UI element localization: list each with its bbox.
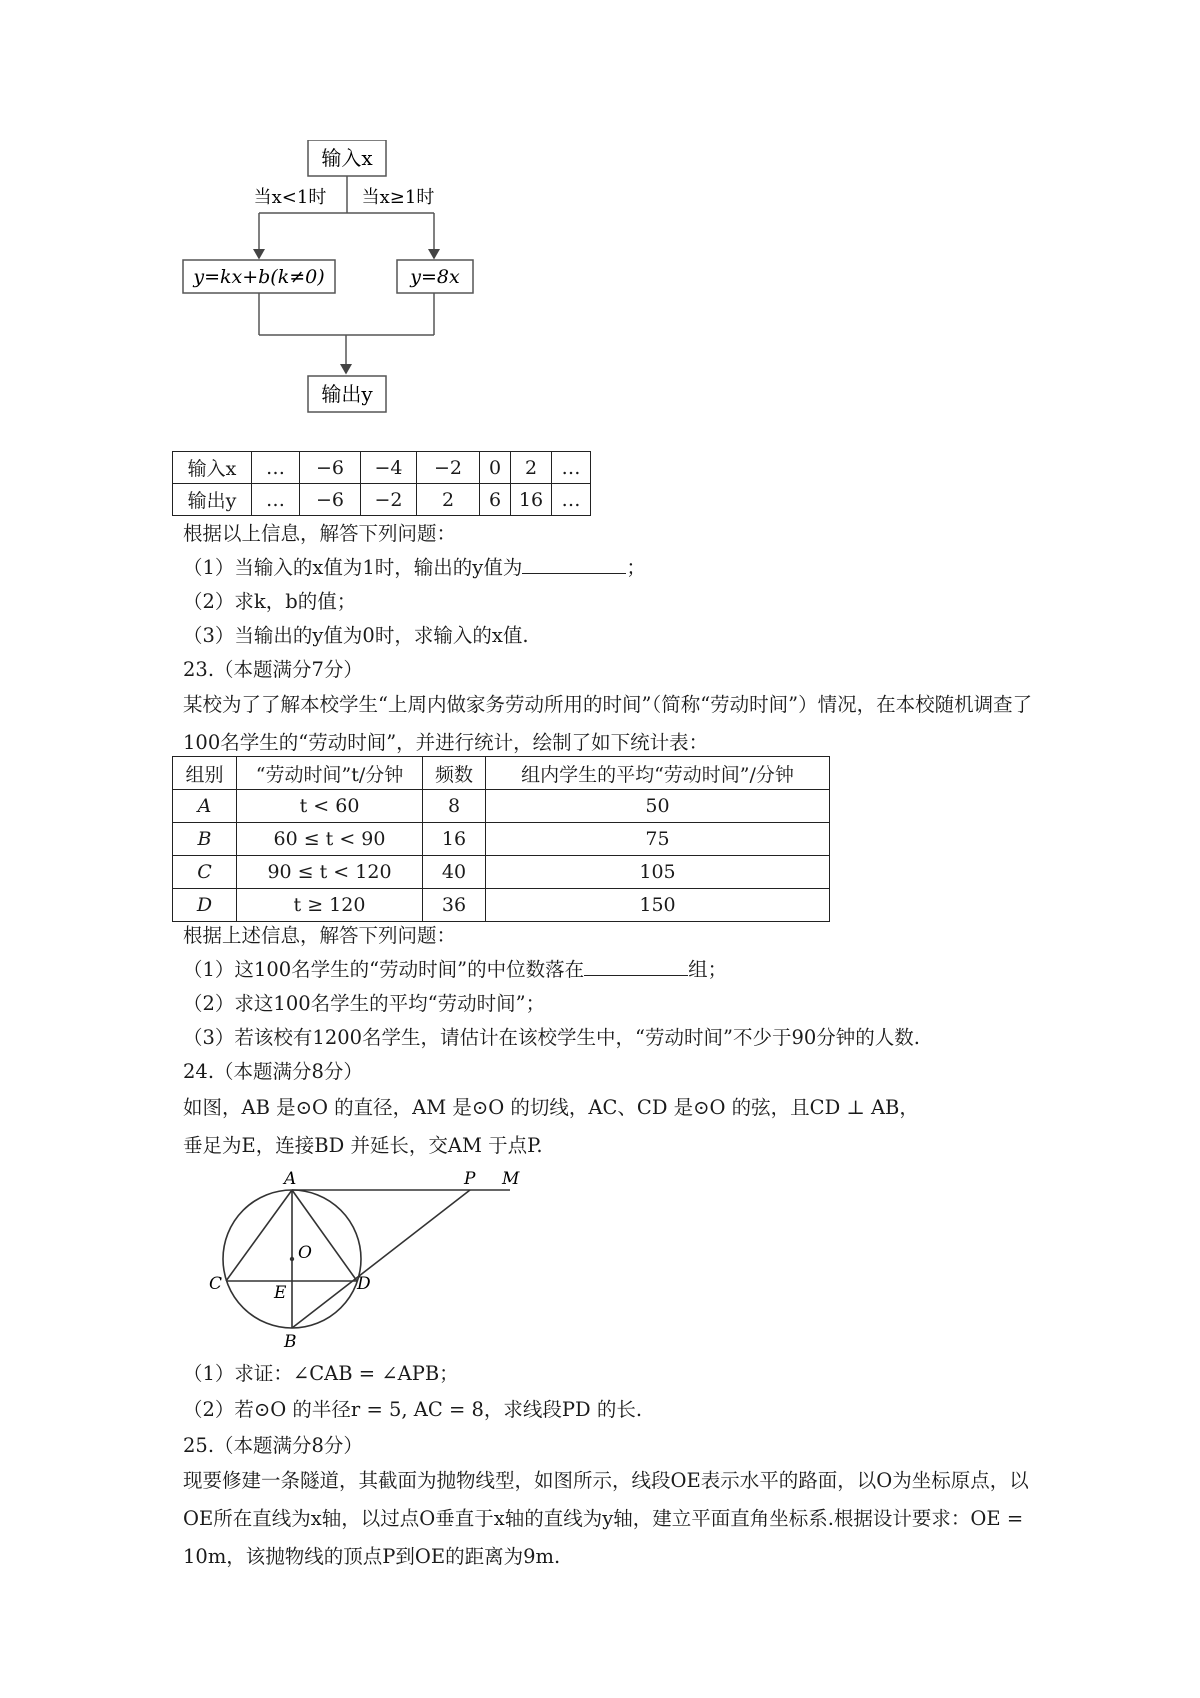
table-cell: 2: [511, 452, 552, 484]
q24-heading: 24.（本题满分8分）: [183, 1060, 363, 1083]
stats-table: [172, 756, 830, 922]
label-a: A: [284, 1170, 297, 1189]
table-header-row: [173, 757, 830, 790]
table-cell: 50: [486, 790, 830, 823]
table-cell: t < 60: [237, 790, 423, 823]
flow-input-label: 输入x: [321, 146, 373, 170]
q22-part1-end: ；: [626, 556, 646, 579]
table-cell: −6: [300, 452, 361, 484]
circle-figure: [200, 1170, 540, 1350]
table-cell: D: [173, 889, 237, 922]
table-cell: −4: [361, 452, 417, 484]
q23-part1: [183, 956, 727, 984]
label-e: E: [274, 1283, 287, 1303]
table-header-cell: “劳动时间”t/分钟: [237, 757, 423, 790]
table-cell: 90 ≤ t < 120: [237, 856, 423, 889]
table-cell: 6: [480, 484, 511, 516]
q22-intro: 根据以上信息，解答下列问题：: [183, 522, 457, 545]
flowchart: [180, 140, 560, 450]
flow-output-label: 输出y: [321, 382, 373, 406]
q23-text: 某校为了了解本校学生“上周内做家务劳动所用的时间”（简称“劳动时间”）情况，在本校随机调查了100名学生的“劳动时间”，并进行统计，绘制了如下统计表：: [183, 693, 1033, 754]
q23-part2: （2）求这100名学生的平均“劳动时间”；: [183, 992, 546, 1015]
table-header-cell: 频数: [423, 757, 486, 790]
flow-branch-right: 当x≥1时: [361, 187, 435, 208]
q23-heading: 23.（本题满分7分）: [183, 658, 363, 681]
table-cell: 60 ≤ t < 90: [237, 823, 423, 856]
table-cell: 150: [486, 889, 830, 922]
table-cell: 0: [480, 452, 511, 484]
table-row: [173, 823, 830, 856]
label-o: O: [298, 1243, 312, 1263]
table-cell: 75: [486, 823, 830, 856]
center-point: [290, 1257, 294, 1261]
table-cell: 40: [423, 856, 486, 889]
q25-text: 现要修建一条隧道，其截面为抛物线型，如图所示，线段OE表示水平的路面，以O为坐标原点，以OE所在直线为x轴，以过点O垂直于x轴的直线为y轴，建立平面直角坐标系.根据设计要求：OE = 10m，该抛物线的顶点P到OE的距离为9m.: [183, 1469, 1029, 1568]
q22-part1-text: （1）当输入的x值为1时，输出的y值为: [183, 556, 523, 579]
line-bp: [292, 1190, 470, 1328]
q23-part1-end: 组；: [688, 958, 728, 981]
answer-blank: [584, 975, 688, 976]
table-cell: 16: [511, 484, 552, 516]
table-cell: C: [173, 856, 237, 889]
table-cell: −2: [417, 452, 480, 484]
line-ad: [292, 1190, 357, 1281]
table-cell: t ≥ 120: [237, 889, 423, 922]
q23-intro: 根据上述信息，解答下列问题：: [183, 924, 457, 947]
io-row2-label: 输出y: [173, 484, 252, 516]
label-b: B: [284, 1332, 297, 1350]
table-cell: B: [173, 823, 237, 856]
label-m: M: [502, 1170, 520, 1189]
table-cell: 2: [417, 484, 480, 516]
table-cell: 36: [423, 889, 486, 922]
label-d: D: [357, 1274, 371, 1294]
q24-line1: 如图，AB 是⊙O 的直径，AM 是⊙O 的切线，AC、CD 是⊙O 的弦，且CD ⊥ AB，: [183, 1096, 919, 1119]
io-row1-label: 输入x: [173, 452, 252, 484]
table-cell: 8: [423, 790, 486, 823]
q25-heading: 25.（本题满分8分）: [183, 1434, 363, 1457]
table-header-cell: 组内学生的平均“劳动时间”/分钟: [486, 757, 830, 790]
table-row: [173, 889, 830, 922]
flow-right-formula: y=8x: [410, 266, 460, 288]
q24-part2: （2）若⊙O 的半径r = 5, AC = 8，求线段PD 的长.: [183, 1398, 643, 1421]
table-row: [173, 484, 591, 516]
q22-part2: （2）求k，b的值；: [183, 590, 357, 613]
table-row: [173, 856, 830, 889]
table-row: [173, 790, 830, 823]
table-cell: …: [252, 452, 300, 484]
chord-ac: [226, 1190, 292, 1281]
answer-blank: [522, 573, 626, 574]
table-header-cell: 组别: [173, 757, 237, 790]
q22-part3: （3）当输出的y值为0时，求输入的x值.: [183, 624, 529, 647]
table-cell: −2: [361, 484, 417, 516]
q24-line2: 垂足为E，连接BD 并延长，交AM 于点P.: [183, 1134, 543, 1157]
label-c: C: [209, 1274, 223, 1294]
table-cell: A: [173, 790, 237, 823]
q23-part3: （3）若该校有1200名学生，请估计在该校学生中，“劳动时间”不少于90分钟的人数.: [183, 1026, 920, 1049]
io-table: [172, 451, 591, 516]
table-cell: 16: [423, 823, 486, 856]
label-p: P: [464, 1170, 476, 1189]
table-cell: …: [552, 484, 591, 516]
table-row: [173, 452, 591, 484]
q24-part1: （1）求证：∠CAB = ∠APB；: [183, 1362, 459, 1385]
table-cell: 105: [486, 856, 830, 889]
table-cell: …: [252, 484, 300, 516]
table-cell: …: [552, 452, 591, 484]
table-cell: −6: [300, 484, 361, 516]
q23-part1-text: （1）这100名学生的“劳动时间”的中位数落在: [183, 958, 585, 981]
flow-left-formula: y=kx+b(k≠0): [193, 266, 325, 288]
flow-branch-left: 当x<1时: [253, 187, 327, 208]
q22-part1: [183, 554, 646, 582]
